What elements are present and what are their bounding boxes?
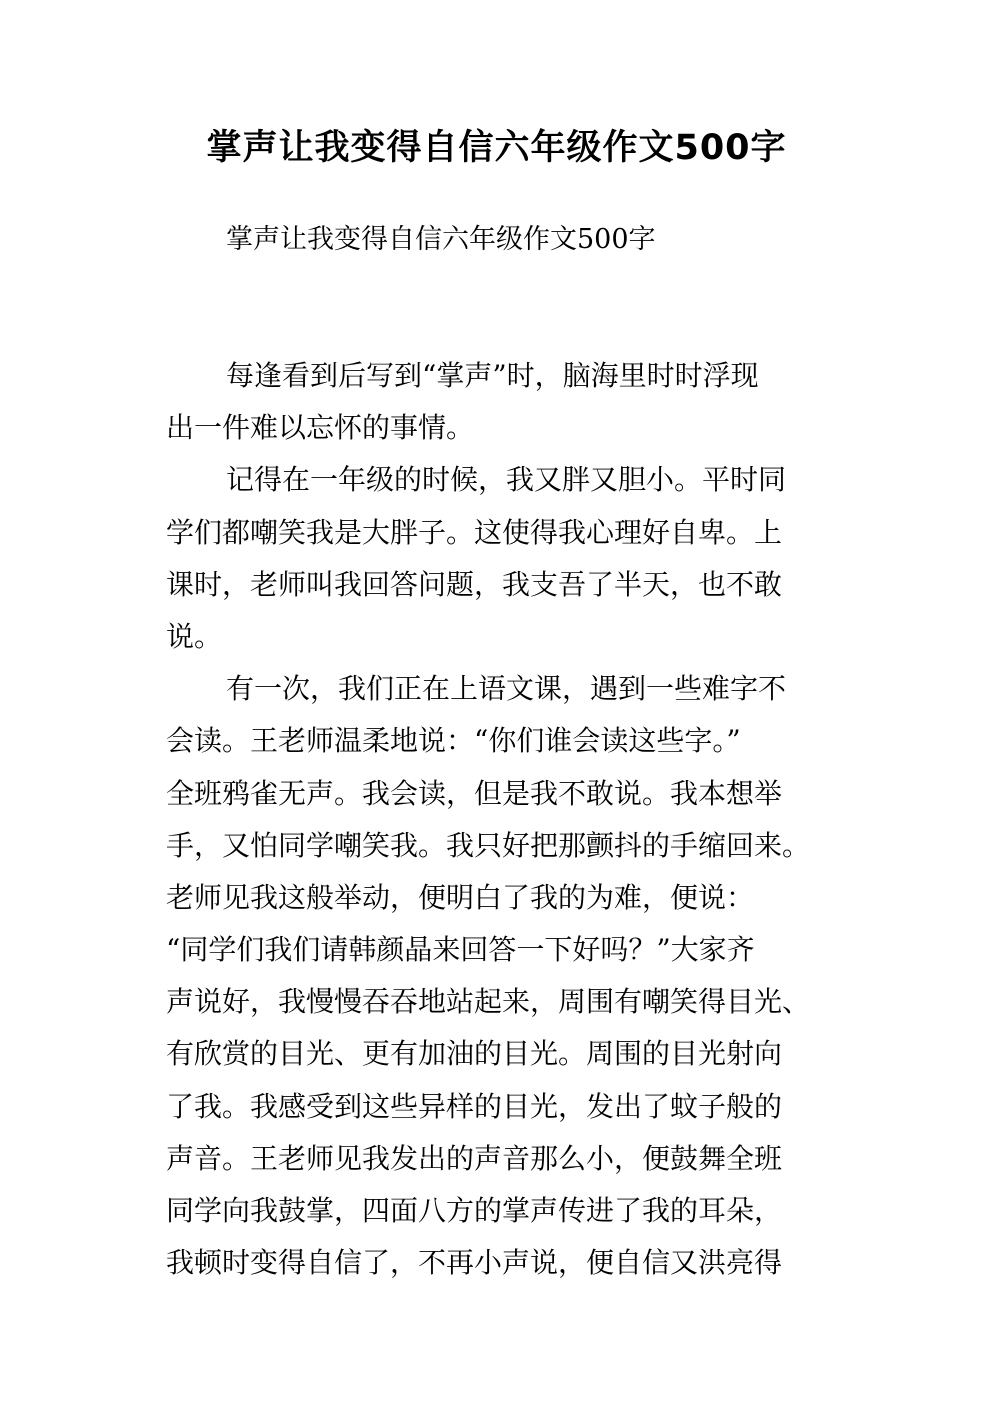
text-line: 声音。王老师见我发出的声音那么小，便鼓舞全班: [166, 1141, 783, 1175]
text-line: 手，又怕同学嘲笑我。我只好把那颤抖的手缩回来。: [166, 828, 811, 862]
document-title: 掌声让我变得自信六年级作文500字: [206, 128, 787, 168]
text-line: 出一件难以忘怀的事情。: [166, 411, 475, 445]
text-line: “同学们我们请韩颜晶来回答一下好吗？”大家齐: [166, 933, 755, 967]
text-line: 全班鸦雀无声。我会读，但是我不敢说。我本想举: [166, 776, 783, 810]
text-line: 声说好，我慢慢吞吞地站起来，周围有嘲笑得目光、: [166, 985, 811, 1019]
text-line: 老师见我这般举动，便明白了我的为难，便说：: [166, 880, 755, 914]
text-line: 有欣赏的目光、更有加油的目光。周围的目光射向: [166, 1037, 783, 1071]
text-line: 同学向我鼓掌，四面八方的掌声传进了我的耳朵，: [166, 1194, 783, 1227]
text-line: 课时，老师叫我回答问题，我支吾了半天，也不敢: [166, 567, 783, 601]
text-line: 我顿时变得自信了，不再小声说，便自信又洪亮得: [166, 1246, 783, 1280]
document-subtitle: 掌声让我变得自信六年级作文500字: [226, 224, 656, 255]
text-line: 每逢看到后写到“掌声”时，脑海里时时浮现: [226, 359, 759, 392]
text-line: 会读。王老师温柔地说：“你们谁会读这些字。”: [166, 724, 741, 758]
text-line: 说。: [166, 619, 223, 653]
essay-body: [166, 350, 846, 1289]
text-line: 有一次，我们正在上语文课，遇到一些难字不: [226, 672, 787, 706]
text-line: 了我。我感受到这些异样的目光，发出了蚊子般的: [166, 1089, 783, 1123]
text-line: 记得在一年级的时候，我又胖又胆小。平时同: [226, 463, 787, 497]
text-line: 学们都嘲笑我是大胖子。这使得我心理好自卑。上: [166, 515, 783, 549]
